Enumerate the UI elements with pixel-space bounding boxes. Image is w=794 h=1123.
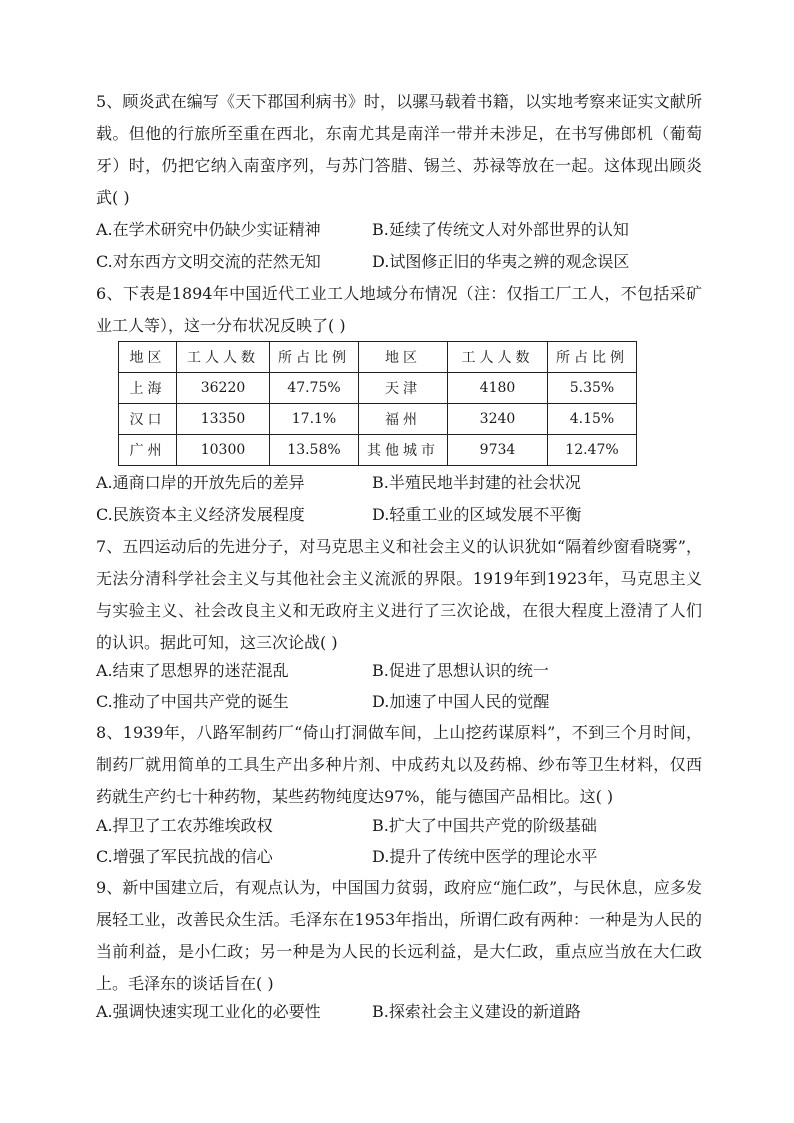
question-5-options-row-1 — [96, 214, 702, 246]
table-cell: 4.15% — [548, 404, 637, 435]
table-cell: 天津 — [359, 373, 448, 404]
table-header-cell: 工人人数 — [177, 342, 270, 373]
q6-option-d[interactable]: D.轻重工业的区域发展不平衡 — [372, 505, 582, 524]
table-cell: 9734 — [448, 435, 548, 466]
table-header-cell: 所占比例 — [270, 342, 359, 373]
table-header-cell: 工人人数 — [448, 342, 548, 373]
q5-option-d[interactable]: D.试图修正旧的华夷之辨的观念误区 — [372, 252, 630, 271]
table-cell: 福州 — [359, 404, 448, 435]
q6-option-b[interactable]: B.半殖民地半封建的社会状况 — [372, 473, 581, 492]
q6-option-a[interactable]: A.通商口岸的开放先后的差异 — [96, 473, 305, 492]
q7-option-a[interactable]: A.结束了思想界的迷茫混乱 — [96, 661, 289, 680]
question-8-options-row-2 — [96, 841, 702, 873]
q6-option-c[interactable]: C.民族资本主义经济发展程度 — [96, 505, 305, 524]
q7-option-d[interactable]: D.加速了中国人民的觉醒 — [372, 692, 550, 711]
question-9-options-row-1 — [96, 996, 702, 1028]
worker-distribution-table — [118, 341, 637, 466]
table-cell: 12.47% — [548, 435, 637, 466]
q7-option-b[interactable]: B.促进了思想认识的统一 — [372, 661, 549, 680]
q8-option-a[interactable]: A.捍卫了工农苏维埃政权 — [96, 816, 273, 835]
table-cell: 4180 — [448, 373, 548, 404]
q5-option-c[interactable]: C.对东西方文明交流的茫然无知 — [96, 252, 321, 271]
table-cell: 10300 — [177, 435, 270, 466]
table-row — [119, 404, 637, 435]
q7-option-c[interactable]: C.推动了中国共产党的诞生 — [96, 692, 289, 711]
q8-option-b[interactable]: B.扩大了中国共产党的阶级基础 — [372, 816, 597, 835]
question-6-options-row-2 — [96, 499, 702, 531]
question-9-stem: 9、新中国建立后，有观点认为，中国国力贫弱，政府应“施仁政”，与民休息，应多发展轻工业，改善民众生活。毛泽东在1953年指出，所谓仁政有两种：一种是为人民的当前利益，是小仁政；另一种是为人民的长远利益，是大仁政，重点应当放在大仁政上。毛泽东的谈话旨在( ) — [96, 878, 702, 993]
table-cell: 36220 — [177, 373, 270, 404]
table-cell: 5.35% — [548, 373, 637, 404]
table-header-row — [119, 342, 637, 373]
table-cell: 其他城市 — [359, 435, 448, 466]
table-cell: 广州 — [119, 435, 177, 466]
q5-option-b[interactable]: B.延续了传统文人对外部世界的认知 — [372, 220, 629, 239]
table-row — [119, 373, 637, 404]
question-7-stem: 7、五四运动后的先进分子，对马克思主义和社会主义的认识犹如“隔着纱窗看晓雾”，无法分清科学社会主义与其他社会主义流派的界限。1919年到1923年，马克思主义与实验主义、社会改良主义和无政府主义进行了三次论战，在很大程度上澄清了人们的认识。据此可知，这三次论战( ) — [96, 537, 702, 652]
question-7-options-row-1 — [96, 655, 702, 687]
q9-option-b[interactable]: B.探索社会主义建设的新道路 — [372, 1002, 581, 1021]
question-6-options-row-1 — [96, 467, 702, 499]
q8-option-d[interactable]: D.提升了传统中医学的理论水平 — [372, 847, 598, 866]
table-row — [119, 435, 637, 466]
question-6-stem: 6、下表是1894年中国近代工业工人地域分布情况（注：仅指工厂工人，不包括采矿业工人等），这一分布状况反映了( ) — [96, 284, 702, 335]
q9-option-a[interactable]: A.强调快速实现工业化的必要性 — [96, 1002, 321, 1021]
question-5-options-row-2 — [96, 246, 702, 278]
table-header-cell: 所占比例 — [548, 342, 637, 373]
question-7-options-row-2 — [96, 686, 702, 718]
table-cell: 13350 — [177, 404, 270, 435]
table-header-cell: 地区 — [359, 342, 448, 373]
table-cell: 47.75% — [270, 373, 359, 404]
table-cell: 上海 — [119, 373, 177, 404]
question-8-stem: 8、1939年，八路军制药厂“倚山打洞做车间，上山挖药谋原料”，不到三个月时间，制药厂就用简单的工具生产出多种片剂、中成药丸以及药棉、纱布等卫生材料，仅西药就生产约七十种药物，某些药物纯度达97%，能与德国产品相比。这( ) — [96, 723, 702, 806]
q8-option-c[interactable]: C.增强了军民抗战的信心 — [96, 847, 273, 866]
table-cell: 13.58% — [270, 435, 359, 466]
table-cell: 3240 — [448, 404, 548, 435]
q5-option-a[interactable]: A.在学术研究中仍缺少实证精神 — [96, 220, 321, 239]
table-cell: 17.1% — [270, 404, 359, 435]
table-header-cell: 地区 — [119, 342, 177, 373]
table-cell: 汉口 — [119, 404, 177, 435]
question-8-options-row-1 — [96, 810, 702, 842]
question-5-stem: 5、顾炎武在编写《天下郡国利病书》时，以骡马载着书籍，以实地考察来证实文献所载。但他的行旅所至重在西北，东南尤其是南洋一带并未涉足，在书写佛郎机（葡萄牙）时，仍把它纳入南蛮序列，与苏门答腊、锡兰、苏禄等放在一起。这体现出顾炎武( ) — [96, 92, 702, 207]
